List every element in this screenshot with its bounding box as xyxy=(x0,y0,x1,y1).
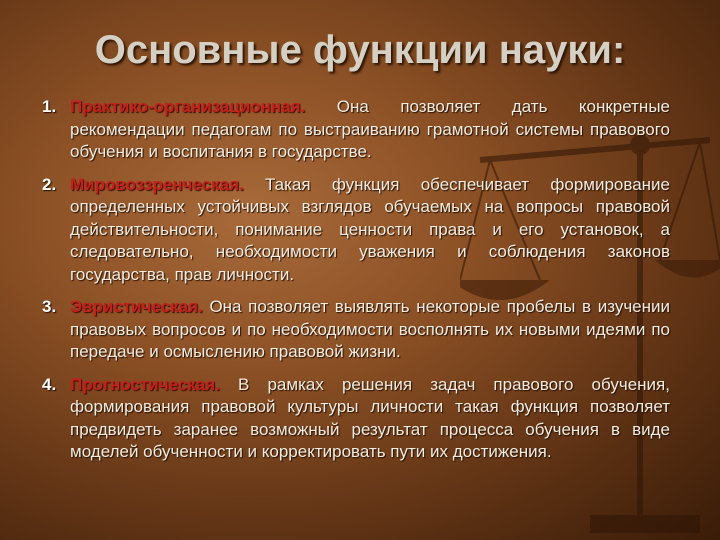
function-description: Такая функция обеспечивает формирование определенных устойчивых взглядов обучаемых на вопросы правовой действительности, понимание ценности права и его установок, а следовательно, необходимости уважения и соблюдения законов государства, прав личности. xyxy=(70,174,670,284)
list-item xyxy=(42,96,670,164)
list-item xyxy=(42,174,670,287)
item-number: 2. xyxy=(42,174,57,194)
function-name: Эвристическая. xyxy=(70,297,210,316)
function-name: Практико-организационная. xyxy=(70,97,337,116)
function-description: Она позволяет выявлять некоторые пробелы в изучении правовых вопросов и по необходимости восполнять их новыми идеями по передаче и осмыслению правовой жизни. xyxy=(70,297,671,361)
function-name: Прогностическая. xyxy=(70,374,239,394)
list-item xyxy=(42,374,670,464)
function-description: В рамках решения задач правового обучения, формирования правовой культуры личности такая функция позволяет предвидеть заранее возможный результат процесса обучения в виде моделей обученности и корректировать пути их достижения. xyxy=(70,374,670,461)
functions-list xyxy=(42,96,670,474)
item-number: 4. xyxy=(42,374,57,394)
function-description: Она позволяет дать конкретные рекомендации педагогам по выстраиванию грамотной системы правового обучения и воспитания в государстве. xyxy=(70,97,670,161)
item-number: 3. xyxy=(42,297,57,316)
list-item xyxy=(42,296,670,364)
item-number: 1. xyxy=(42,97,57,116)
page-title: Основные функции науки: xyxy=(94,28,626,72)
function-name: Мировоззренческая. xyxy=(70,174,266,194)
